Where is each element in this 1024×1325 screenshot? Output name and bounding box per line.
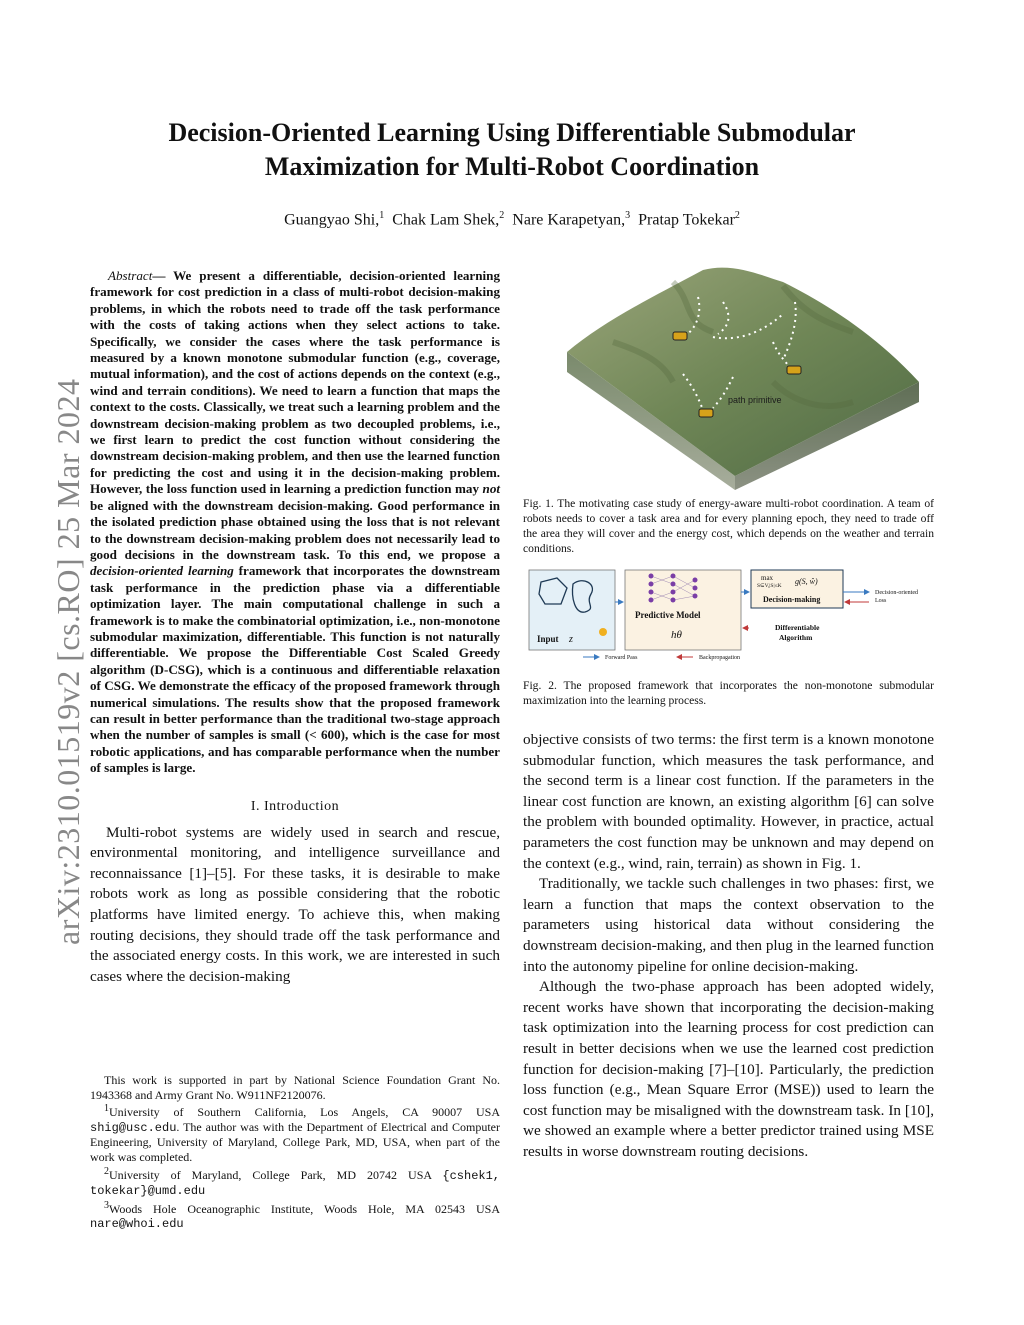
left-column xyxy=(90,268,500,987)
diff-alg-line-2: Algorithm xyxy=(779,633,813,642)
author-affiliation: 2 xyxy=(499,210,505,221)
legend-forward-label: Forward Pass xyxy=(605,655,638,661)
email-link[interactable]: nare@whoi.edu xyxy=(90,1217,184,1232)
footnote-2: $^2$University of Maryland, College Park, MD 20742 USA {cshek1, tokekar}@umd.edu xyxy=(90,1165,500,1199)
footnote-1: $^1$University of Southern California, Los Angels, CA 90007 USA shig@usc.edu. The author was with the Department of Electrical and Computer Engineering, University of Maryland, College Park, MD, USA, when part of the work was completed. xyxy=(90,1103,500,1164)
path-primitive-label: path primitive xyxy=(728,395,782,405)
footnote-3: $^3$Woods Hole Oceanographic Institute, Woods Hole, MA 02543 USA nare@whoi.edu xyxy=(90,1199,500,1232)
decision-making-label: Decision-making xyxy=(763,595,821,604)
max-subscript: S⊆V,|S|≤K xyxy=(757,583,782,589)
input-label: Input xyxy=(537,634,559,644)
author-affiliation: 2 xyxy=(734,210,740,221)
email-link[interactable]: {cshek1, tokekar}@umd.edu xyxy=(90,1168,500,1199)
abstract-emphasis-not: not xyxy=(482,481,500,497)
sun-icon xyxy=(599,628,607,636)
intro-paragraph-2: Traditionally, we tackle such challenges in two phases: first, we learn a function that maps the context observation to the parameters using historical data without considering the downstream decision-making, and then plug in the learned function into the autonomy pipeline for online decision-making. xyxy=(523,875,934,975)
footnote-grant: This work is supported in part by National Science Foundation Grant No. 1943368 and Army Grant No. W911NF2120076. xyxy=(90,1073,500,1102)
abstract xyxy=(90,268,500,777)
abstract-lead: Abstract xyxy=(108,268,153,283)
author-name: Nare Karapetyan, xyxy=(512,211,626,229)
h-theta-label: hθ xyxy=(671,629,682,641)
figure-1-terrain xyxy=(523,262,934,490)
intro-paragraph-3: Although the two-phase approach has been adopted widely, recent works have shown that incorporating the decision-making task optimization into the learning process for cost prediction can result in better decisions when we use the learned cost prediction function for decision-making [7]–[10]. Particularly, the prediction loss function (e.g., Mean Square Error (MSE)) used to learn the cost function may be misaligned with the downstream task. In [10], we showed an example where a better predictor trained using MSE results in worse downstream routing decisions. xyxy=(523,978,934,1160)
loss-label-1: Decision-oriented xyxy=(875,590,918,596)
author-name: Pratap Tokekar xyxy=(638,211,735,229)
abstract-text-2: be aligned with the downstream decision-making. Good performance in the isolated prediction phase obtained using the loss that is not relevant to the downstream decision-making problem does not necessarily lead to good decisions in the downstream task. To this end, we propose a xyxy=(90,497,500,562)
robot-icon xyxy=(699,409,713,417)
max-operator: max xyxy=(761,574,774,582)
figure-1-caption: Fig. 1. The motivating case study of energy-aware multi-robot coordination. A team of robots needs to cover a task area and for every planning epoch, they need to trade off the area they will cover and the energy cost, which depends on the weather and terrain conditions. xyxy=(523,497,934,555)
author-list xyxy=(100,210,924,229)
diff-alg-line-1: Differentiable xyxy=(775,623,820,632)
right-column-text xyxy=(523,730,934,1162)
figure-2-framework xyxy=(523,562,934,662)
abstract-text-3: framework that incorporates the downstream task performance in the prediction phase via a differentiable optimization layer. The main computational challenge in such a framework is to make the combinatorial optimization, i.e., non-monotone submodular maximization, differentiable. This function is not naturally differentiable. We propose the Differentiable Cost Scaled Greedy algorithm (D-CSG), which is a continuous and differentiable relaxation of CSG. We demonstrate the efficacy of the proposed framework through numerical simulations. The results show that the proposed framework can result in better performance than the traditional two-stage approach when the number of samples is small (< 600), which is the case for most robotic applications, and has comparable performance when the number of samples is large. xyxy=(90,563,500,776)
abstract-dash: — xyxy=(152,268,174,283)
predictive-model-label: Predictive Model xyxy=(635,610,701,620)
intro-paragraph-1: Multi-robot systems are widely used in search and rescue, environmental monitoring, and intelligence surveillance and reconnaissance [1]–[5]. For these tasks, it is desirable to make robots work as long as possible considering that the robotic platforms have limited energy. To achieve this, when making routing decisions, they should trade off the task performance and the associated energy costs. In this work, we are interested in such cases where the decision-making xyxy=(90,823,500,985)
terrain-surface xyxy=(567,268,919,476)
intro-paragraph-1-continued: objective consists of two terms: the first term is a known monotone submodular function, which measures the task performance, and the second term is a linear cost function. If the parameters in the linear cost function are known, an existing algorithm [6] can solve the problem with bounded optimality. However, in practice, actual parameters the cost function may be unknown and may depend on the context (e.g., wind, rain, terrain) as shown in Fig. 1. xyxy=(523,731,934,872)
title-line-2: Maximization for Multi-Robot Coordination xyxy=(264,152,760,181)
arxiv-identifier: arXiv:2310.01519v2 [cs.RO] 25 Mar 2024 xyxy=(50,378,86,945)
robot-icon xyxy=(787,366,801,374)
footnotes xyxy=(90,1073,500,1232)
loss-label-2: Loss xyxy=(875,598,887,604)
author-name: Guangyao Shi, xyxy=(284,211,380,229)
figure-2-caption: Fig. 2. The proposed framework that incorporates the non-monotone submodular maximization into the learning process. xyxy=(523,679,934,707)
right-column xyxy=(523,262,934,1162)
objective-expression: g(S, ŵ) xyxy=(795,577,818,586)
author-affiliation: 1 xyxy=(379,210,385,221)
section-heading-introduction: I. Introduction xyxy=(250,798,340,814)
input-variable: z xyxy=(569,634,573,645)
title-line-1: Decision-Oriented Learning Using Differentiable Submodular xyxy=(168,118,856,147)
paper-title xyxy=(100,116,924,184)
author-affiliation: 3 xyxy=(625,210,631,221)
author-name: Chak Lam Shek, xyxy=(392,211,500,229)
abstract-text-1: We present a differentiable, decision-oriented learning framework for cost prediction in a class of multi-robot decision-making problems, in which the robots need to trade off the task performance with the costs of taking actions when they select actions to take. Specifically, we consider the cases where the task performance is measured by a known monotone submodular function (e.g., coverage, mutual information), and the cost of actions depends on the context (e.g., wind and terrain conditions). We need to learn a function that maps the context to the costs. Classically, we treat such a learning problem and the downstream decision-making problem as two decoupled problems, i.e., we first learn to predict the cost function without considering the downstream decision-making problem, and then use the learned function for predicting the cost and using it in the decision-making problem. However, the loss function used in learning a prediction function may xyxy=(90,268,500,497)
robot-icon xyxy=(673,332,687,340)
email-link[interactable]: shig@usc.edu xyxy=(90,1120,177,1135)
legend-backprop-label: Backpropagation xyxy=(699,655,740,661)
abstract-emphasis-dol: decision-oriented learning xyxy=(90,563,234,579)
